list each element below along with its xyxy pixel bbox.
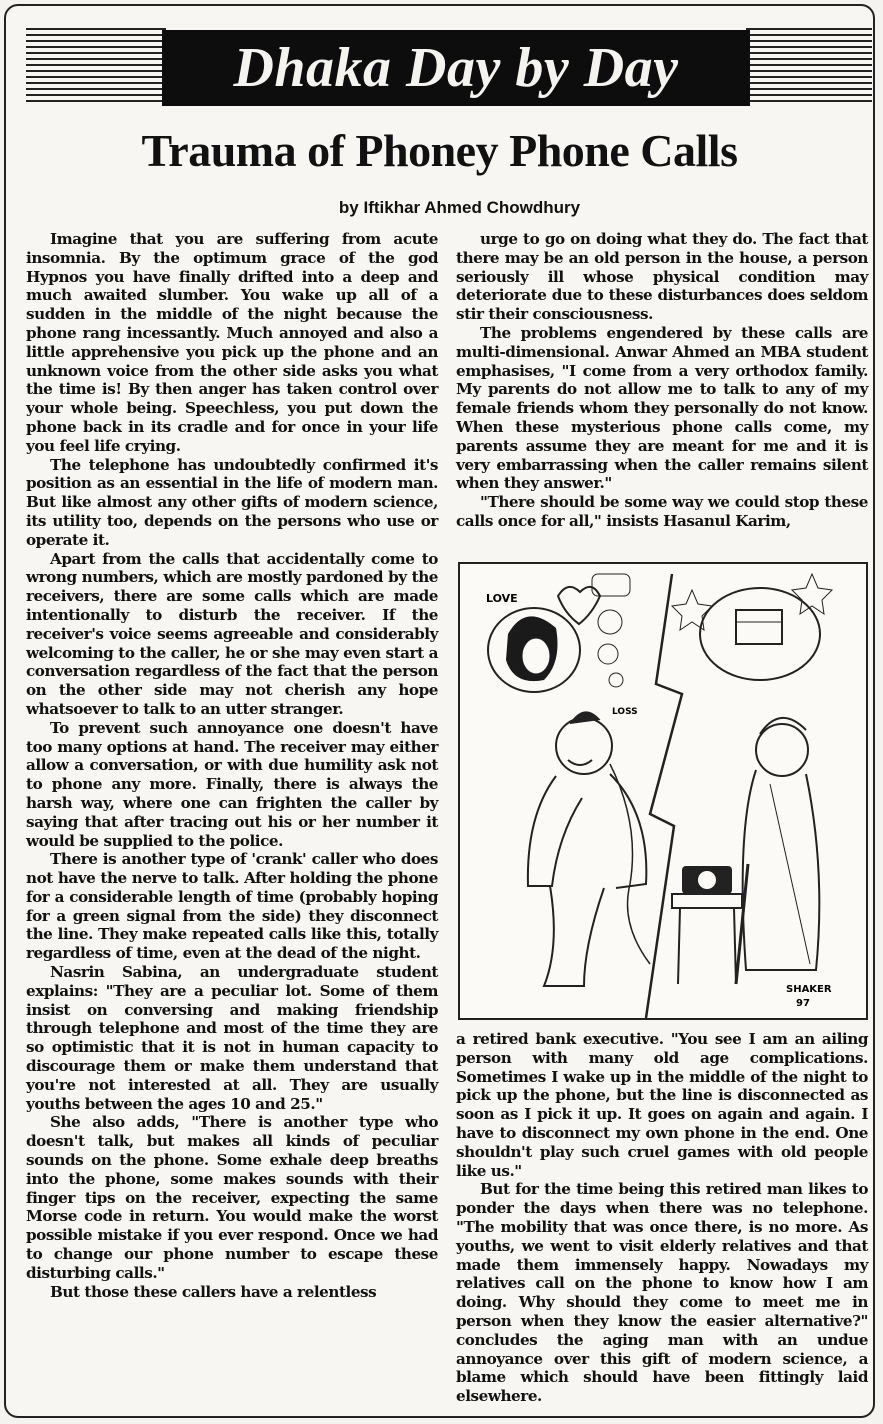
cartoon-illustration [458, 562, 868, 1020]
paragraph: She also adds, "There is another type who doesn't talk, but makes all kinds of peculiar sounds on the phone. Some exhale deep breaths into the phone, some makes sounds with their finger tips on the receiver, expecting the same Morse code in return. You would make the worst possible mistake if you ever respond. Once we had to change our phone number to escape these disturbing calls." [26, 1113, 438, 1282]
woman-head [756, 724, 808, 776]
paragraph: But for the time being this retired man likes to ponder the days when there was no telephone. "The mobility that was once there, is no more. As youths, we went to visit elderly relatives and that made them immensely happy. Nowadays my relatives call on the phone to know how I am doing. Why should they come to meet me in person when they know the easier alternative?" concludes the aging man with an undue annoyance over this gift of modern science, a blame which should have been fittingly laid elsewhere. [456, 1180, 868, 1406]
right-column-top [456, 230, 868, 531]
exclaim-label: LOSS [612, 707, 638, 717]
thought-dot [598, 610, 622, 634]
paragraph: To prevent such annoyance one doesn't have too many options at hand. The receiver may either allow a conversation, or with due humility ask not to phone any more. Finally, there is always the harsh way, where one can frighten the caller by saying that after tracing out his or her number it would be supplied to the police. [26, 718, 438, 850]
thought-dot [598, 644, 618, 664]
paragraph: Imagine that you are suffering from acute insomnia. By the optimum grace of the god Hypnos you have finally drifted into a deep and much awaited slumber. You wake up all of a sudden in the middle of the night because the phone rang incessantly. Much annoyed and also a little apprehensive you pick up the phone and an unknown voice from the other side asks you what the time is! By then anger has taken control over your whole being. Speechless, you put down the phone back in its cradle and for once in your life you feel life crying. [26, 230, 438, 455]
paragraph: The telephone has undoubtedly confirmed it's position as an essential in the life of modern man. But like almost any other gifts of modern science, its utility too, depends on the persons who use or operate it. [26, 455, 438, 549]
right-column-bottom [456, 1030, 868, 1406]
side-table [672, 894, 742, 908]
paragraph: "There should be some way we could stop these calls once for all," insists Hasanul Karim, [456, 493, 868, 530]
phone-cord [610, 764, 650, 964]
table-leg [734, 908, 736, 984]
cartoon-drawing [460, 564, 866, 1018]
woman-face [522, 638, 550, 674]
banner-hatching-left [26, 28, 166, 106]
star-icon [792, 574, 832, 614]
article-byline: by Iftikhar Ahmed Chowdhury [338, 198, 581, 217]
man-head [556, 718, 612, 774]
star-icon [672, 590, 712, 630]
banner-hatching-right [746, 28, 872, 106]
sari-fold [770, 784, 810, 964]
column-title: Dhaka Day by Day [162, 30, 750, 106]
man-legs [544, 886, 604, 986]
love-label: LOVE [486, 592, 518, 605]
man-body [528, 776, 582, 886]
artist-signature-year: 97 [796, 998, 810, 1009]
left-column [26, 230, 438, 1301]
paragraph: a retired bank executive. "You see I am an ailing person with many old age complications. Sometimes I wake up in the middle of the night to pick up the phone, but the line is disconnected as soon as I pick it up. It goes on again and again. I have to disconnect my own phone in the end. One shouldn't play such cruel games with old people like us." [456, 1030, 868, 1180]
lightning-divider [646, 574, 682, 1018]
column-banner [26, 22, 872, 112]
paragraph: urge to go on doing what they do. The fact that there may be an old person in the house, a person seriously ill whose physical condition may deteriorate due to these disturbances does seldom stir their consciousness. [456, 230, 868, 324]
artist-signature: SHAKER [786, 984, 832, 995]
paragraph: The problems engendered by these calls are multi-dimensional. Anwar Ahmed an MBA student emphasises, "I come from a very orthodox family. My parents do not allow me to talk to any of my female friends whom they personally do not know. When these mysterious phone calls come, my parents assume they are meant for me and it is very embarrassing when the caller remains silent when they answer." [456, 323, 868, 493]
table-leg [678, 908, 680, 984]
paragraph: There is another type of 'crank' caller who does not have the nerve to talk. After holding the phone for a considerable length of time (probably hoping for a green signal from the side) they disconnect the line. They make repeated calls like this, totally regardless of time, even at the dead of the night. [26, 850, 438, 963]
paragraph: But those these callers have a relentless [50, 1282, 377, 1301]
newspaper-page [4, 4, 875, 1418]
woman-sari [743, 770, 820, 970]
paragraph: Apart from the calls that accidentally come to wrong numbers, which are mostly pardoned by the receivers, there are some calls which are made intentionally to disturb the receiver. If the receiver's voice seems agreeable and considerably welcoming to the caller, he or she may even start a conversation regardless of the fact that the person on the other side may not cherish any hope whatsoever to talk to an utter stranger. [26, 549, 438, 718]
thought-dot [609, 673, 623, 687]
thought-object [736, 610, 782, 644]
article-headline: Trauma of Phoney Phone Calls [141, 125, 738, 176]
paragraph: Nasrin Sabina, an undergraduate student explains: "They are a peculiar lot. Some of them insist on conversing and making friendship through telephone and most of the time they are so optimistic that it is not in human capacity to discourage them or make them understand that you're not interested at all. They are usually youths between the ages 10 and 25." [26, 963, 438, 1113]
man-arm [610, 774, 646, 888]
telephone-dial [698, 871, 716, 889]
